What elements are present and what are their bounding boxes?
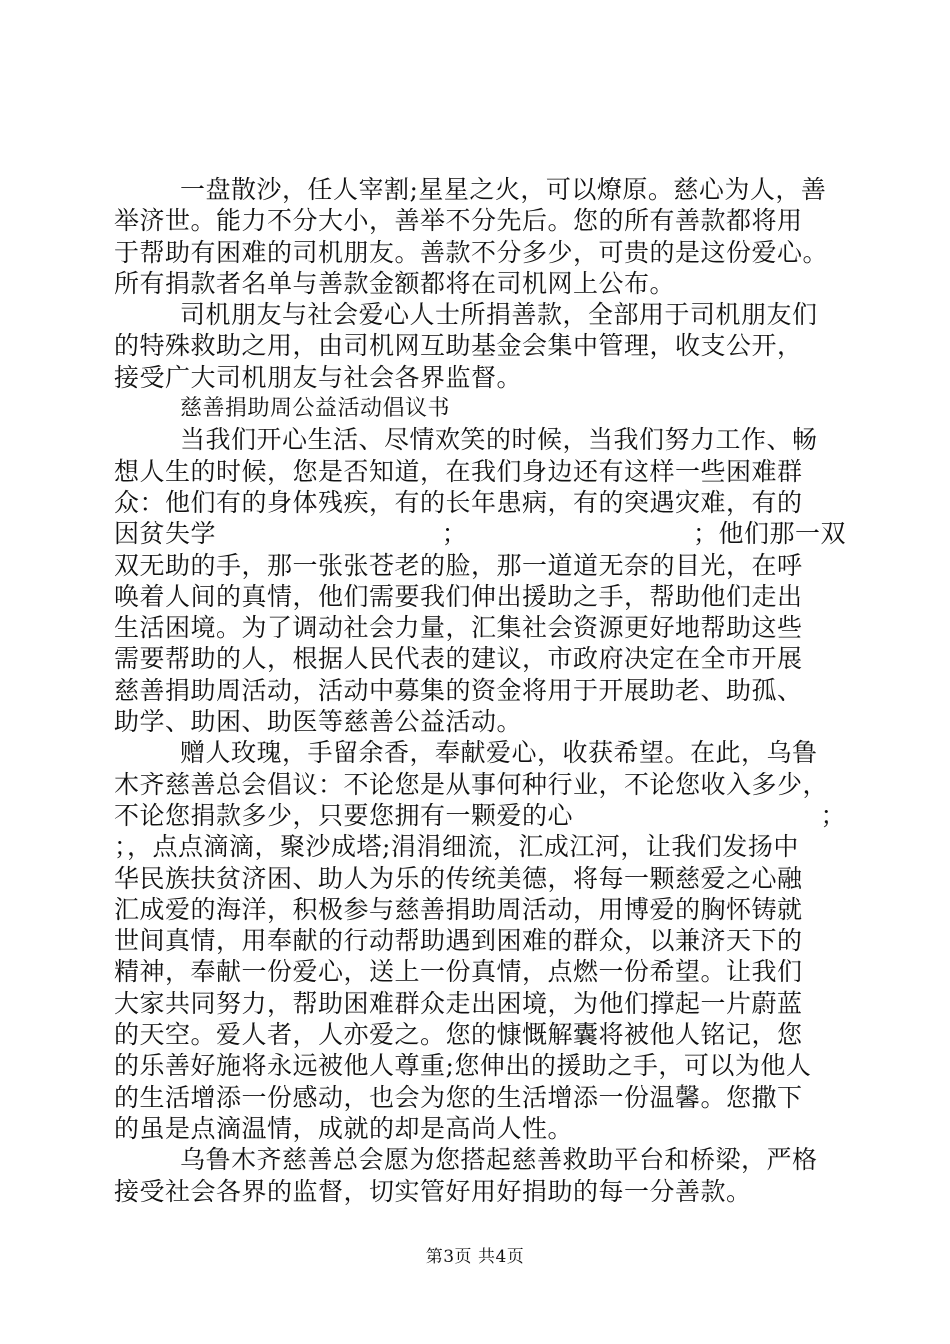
page-footer: 第3页 共4页 (425, 1247, 525, 1267)
paragraph-line: 生活困境。为了调动社会力量，汇集社会资源更好地帮助这些 (114, 613, 803, 643)
paragraph-line: 接受广大司机朋友与社会各界监督。 (114, 362, 523, 392)
document-body (114, 174, 846, 1207)
paragraph-line: 赠人玫瑰，手留余香，奉献爱心，收获希望。在此，乌鲁 (180, 738, 818, 768)
paragraph-line: 的乐善好施将永远被他人尊重;您伸出的援助之手，可以为他人 (114, 1051, 812, 1081)
section-title: 慈善捐助周公益活动倡议书 (180, 396, 451, 422)
paragraph-line: 于帮助有困难的司机朋友。善款不分多少，可贵的是这份爱心。 (114, 237, 829, 267)
paragraph-line: 华民族扶贫济困、助人为乐的传统美德，将每一颗慈爱之心融 (114, 863, 803, 893)
paragraph-line: 一盘散沙，任人宰割;星星之火，可以燎原。慈心为人，善 (180, 175, 827, 204)
paragraph-line: 的特殊救助之用，由司机网互助基金会集中管理，收支公开， (114, 331, 803, 361)
paragraph-line: 唤着人间的真情，他们需要我们伸出援助之手，帮助他们走出 (114, 581, 803, 611)
paragraph-line: 慈善捐助周活动，活动中募集的资金将用于开展助老、助孤、 (114, 675, 803, 705)
paragraph-line: 想人生的时候，您是否知道，在我们身边还有这样一些困难群 (114, 456, 803, 486)
paragraph-line: 世间真情，用奉献的行动帮助遇到困难的群众，以兼济天下的 (114, 926, 803, 956)
paragraph-line: 汇成爱的海洋，积极参与慈善捐助周活动，用博爱的胸怀铸就 (114, 894, 803, 924)
paragraph-line: 助学、助困、助医等慈善公益活动。 (114, 707, 523, 737)
line-segment: ； (441, 519, 468, 549)
paragraph-line: 接受社会各界的监督，切实管好用好捐助的每一分善款。 (114, 1176, 752, 1206)
line-segment: 不论您捐款多少，只要您拥有一颗爱的心 (114, 800, 574, 830)
line-segment: ； (820, 800, 846, 830)
paragraph-line: 所有捐款者名单与善款金额都将在司机网上公布。 (114, 268, 676, 298)
paragraph-line: 的虽是点滴温情，成就的却是高尚人性。 (114, 1113, 574, 1143)
paragraph-line: 需要帮助的人，根据人民代表的建议，市政府决定在全市开展 (114, 644, 803, 674)
line-segment: 因贫失学 (114, 519, 217, 549)
paragraph-line: 的生活增添一份感动，也会为您的生活增添一份温馨。您撒下 (114, 1082, 803, 1112)
paragraph-line-spread (114, 518, 846, 549)
paragraph-line: 精神，奉献一份爱心，送上一份真情，点燃一份希望。让我们 (114, 957, 803, 987)
paragraph-line: 举济世。能力不分大小，善举不分先后。您的所有善款都将用 (114, 206, 803, 236)
paragraph-line-spread (114, 800, 846, 831)
paragraph-line: 众：他们有的身体残疾，有的长年患病，有的突遇灾难，有的 (114, 487, 803, 517)
paragraph-line: 双无助的手，那一张张苍老的脸，那一道道无奈的目光，在呼 (114, 550, 803, 580)
paragraph-line: ；，点点滴滴，聚沙成塔;涓涓细流，汇成江河，让我们发扬中 (114, 832, 799, 862)
line-segment: ；他们那一双 (692, 519, 846, 549)
paragraph-line: 当我们开心生活、尽情欢笑的时候，当我们努力工作、畅 (180, 425, 818, 455)
paragraph-line: 的天空。爱人者，人亦爱之。您的慷慨解囊将被他人铭记，您 (114, 1020, 803, 1050)
paragraph-line: 木齐慈善总会倡议：不论您是从事何种行业，不论您收入多少， (114, 769, 829, 799)
paragraph-line: 司机朋友与社会爱心人士所捐善款，全部用于司机朋友们 (180, 300, 818, 330)
paragraph-line: 乌鲁木齐慈善总会愿为您搭起慈善救助平台和桥梁，严格 (180, 1145, 818, 1175)
paragraph-line: 大家共同努力，帮助困难群众走出困境，为他们撑起一片蔚蓝 (114, 988, 803, 1018)
